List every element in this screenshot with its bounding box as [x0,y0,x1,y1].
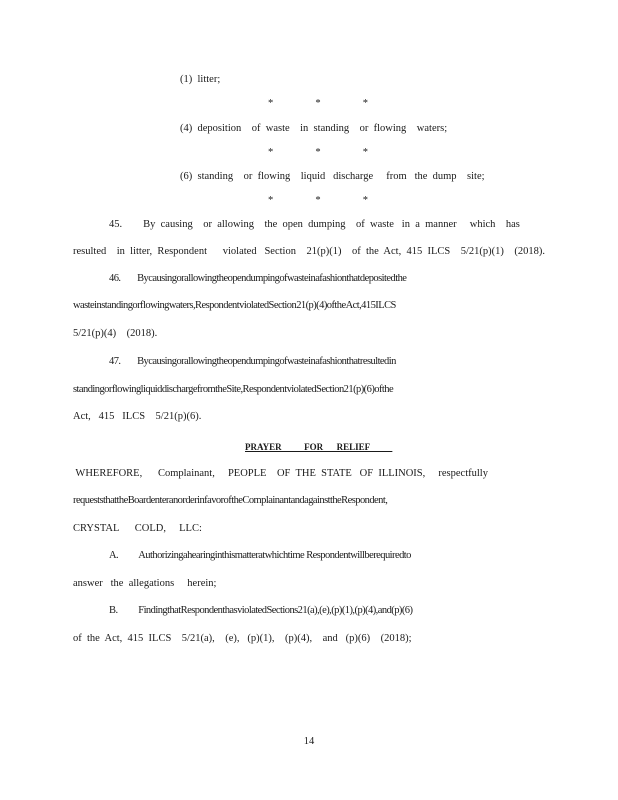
paragraph-45-line-1: 45. By causing or allowing the open dumping of waste in a manner which has [109,219,520,230]
wherefore-line-2: requeststhattheBoardenteranorderinfavoroftheComplainantandagainsttheRespondent, [73,495,388,506]
paragraph-46-line-2: wasteinstandingorflowingwaters,RespondentviolatedSection21(p)(4)oftheAct,415ILCS [73,300,396,311]
relief-item-a-line-2: answer the allegations herein; [73,578,217,589]
page-number: 14 [303,736,315,747]
star: * [268,195,274,206]
paragraph-46-line-1: 46. Bycausingorallowingtheopendumpingofwasteinafashionthatdepositedthe [109,273,407,284]
paragraph-47-line-1: 47. Bycausingorallowingtheopendumpingofwasteinafashionthatresultedin [109,356,396,367]
relief-item-b-line-2: of the Act, 415 ILCS 5/21(a), (e), (p)(1), (p)(4), and (p)(6) (2018); [73,633,412,644]
star: * [315,195,321,206]
ellipsis-stars-2 [268,147,368,159]
star: * [268,147,274,158]
star: * [315,147,321,158]
star: * [268,98,274,109]
prayer-for-relief-heading: PRAYER FOR RELIEF [245,442,393,452]
star: * [362,195,368,206]
ellipsis-stars-1 [268,98,368,110]
wherefore-line-1: WHEREFORE, Complainant, PEOPLE OF THE STATE OF ILLINOIS, respectfully [73,468,488,479]
subsection-1-litter: (1) litter; [180,74,221,85]
paragraph-45-line-2: resulted in litter, Respondent violated Section 21(p)(1) of the Act, 415 ILCS 5/21(p)(1) (2018). [73,246,545,257]
subsection-6-discharge: (6) standing or flowing liquid discharge from the dump site; [180,171,485,182]
wherefore-line-3-respondent-name: CRYSTAL COLD, LLC: [73,523,202,534]
paragraph-47-line-2: standingorflowingliquiddischargefromtheSite,RespondentviolatedSection21(p)(6)ofthe [73,384,394,395]
star: * [362,147,368,158]
ellipsis-stars-3 [268,195,368,207]
star: * [315,98,321,109]
paragraph-47-line-3: Act, 415 ILCS 5/21(p)(6). [73,411,202,422]
subsection-4-deposition: (4) deposition of waste in standing or flowing waters; [180,123,448,134]
relief-item-a-line-1: A. Authorizingahearinginthismatteratwhichtime Respondentwillberequiredto [109,550,411,561]
relief-item-b-line-1: B. FindingthatRespondenthasviolatedSections21(a),(e),(p)(1),(p)(4),and(p)(6) [109,605,413,616]
star: * [362,98,368,109]
paragraph-46-line-3: 5/21(p)(4) (2018). [73,328,158,339]
